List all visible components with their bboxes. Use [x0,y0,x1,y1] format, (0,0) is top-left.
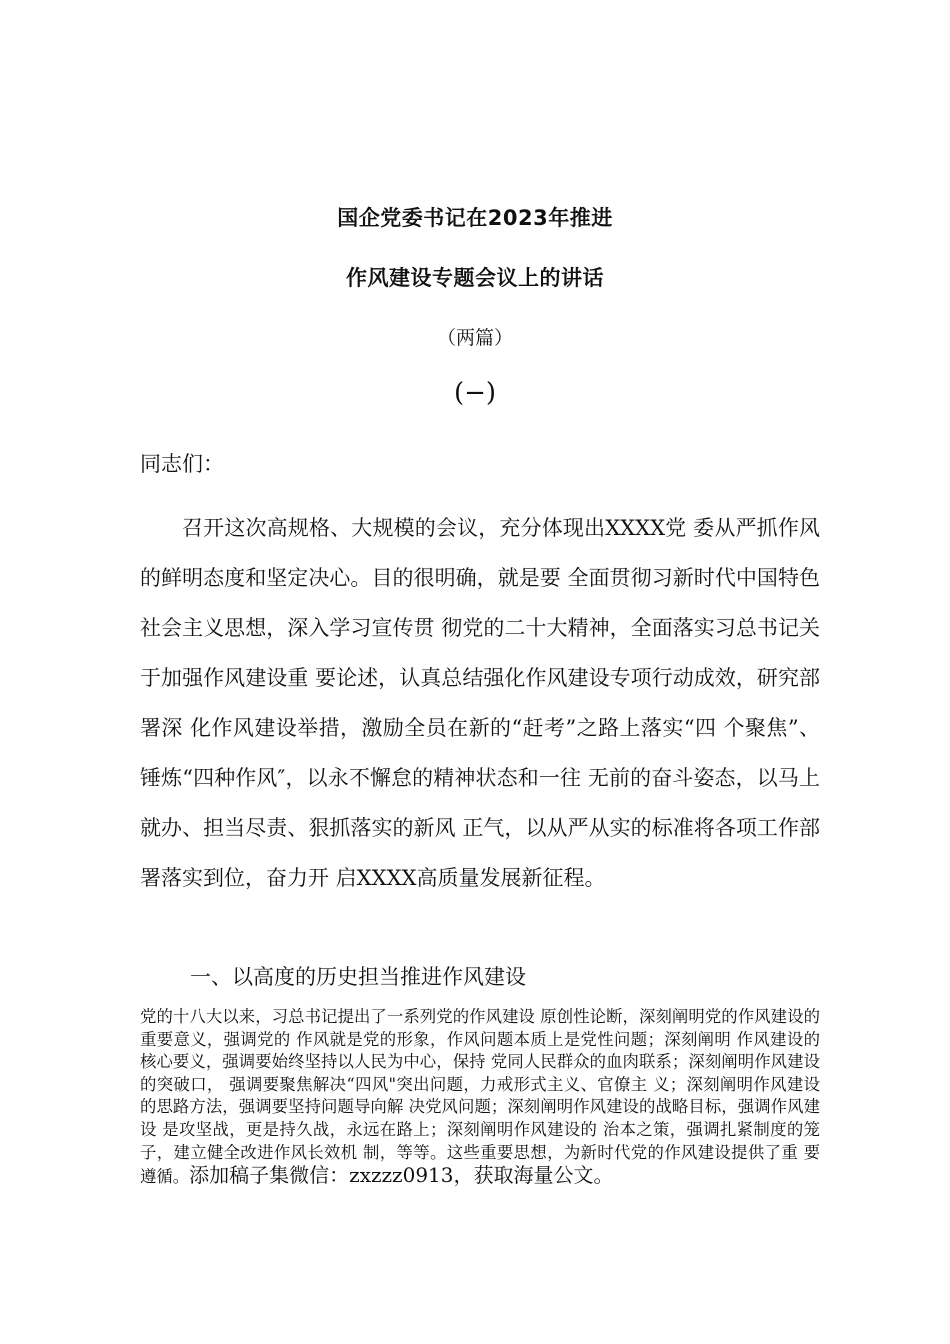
paragraph-2 [140,1006,820,1189]
paragraph-1: 召开这次高规格、大规模的会议，充分体现出XXXX党 委从严抓作风的鲜明态度和坚定决心。目的很明确，就是要 全面贯彻习新时代中国特色社会主义思想，深入学习宣传贯 彻党的二十大精神，全面落实习总书记关于加强作风建设重 要论述，认真总结强化作风建设专项行动成效，研究部署深 化作风建设举措，激励全员在新的“赶考”之路上落实“四 个聚焦”、锤炼“四种作风″，以永不懈怠的精神状态和一往 无前的奋斗姿态，以马上就办、担当尽责、狠抓落实的新风 正气，以从严从实的标准将各项工作部署落实到位，奋力开 启XXXX高质量发展新征程。 [140,516,820,890]
promo-text: 添加稿子集微信：zxzzz0913，获取海量公文。 [189,1163,614,1188]
salutation: 同志们： [140,452,224,476]
title-line-1: 国企党委书记在2023年推进 [337,206,613,230]
paragraph-2-text: 党的十八大以来，习总书记提出了一系列党的作风建设 原创性论断，深刻阐明党的作风建设的重要意义，强调党的 作风就是党的形象，作风问题本质上是党性问题；深刻阐明 作风建设的核心要义，强调要始终坚持以人民为中心，保持 党同人民群众的血肉联系；深刻阐明作风建设的突破口， 强调要聚焦解决“四风"突出问题，力戒形式主义、官僚主 义；深刻阐明作风建设的思路方法，强调要坚持问题导向解 决党风问题；深刻阐明作风建设的战略目标，强调作风建设 是攻坚战，更是持久战，永远在路上；深刻阐明作风建设的 治本之策，强调扎紧制度的笼子，建立健全改进作风长效机 制，等等。这些重要思想，为新时代党的作风建设提供了重 要遵循。 [140,1007,820,1187]
part-label: (−) [453,378,497,408]
subtitle: （两篇） [436,327,513,349]
title-line-2: 作风建设专题会议上的讲话 [346,266,604,290]
section-heading-1: 一、以高度的历史担当推进作风建设 [190,965,526,989]
